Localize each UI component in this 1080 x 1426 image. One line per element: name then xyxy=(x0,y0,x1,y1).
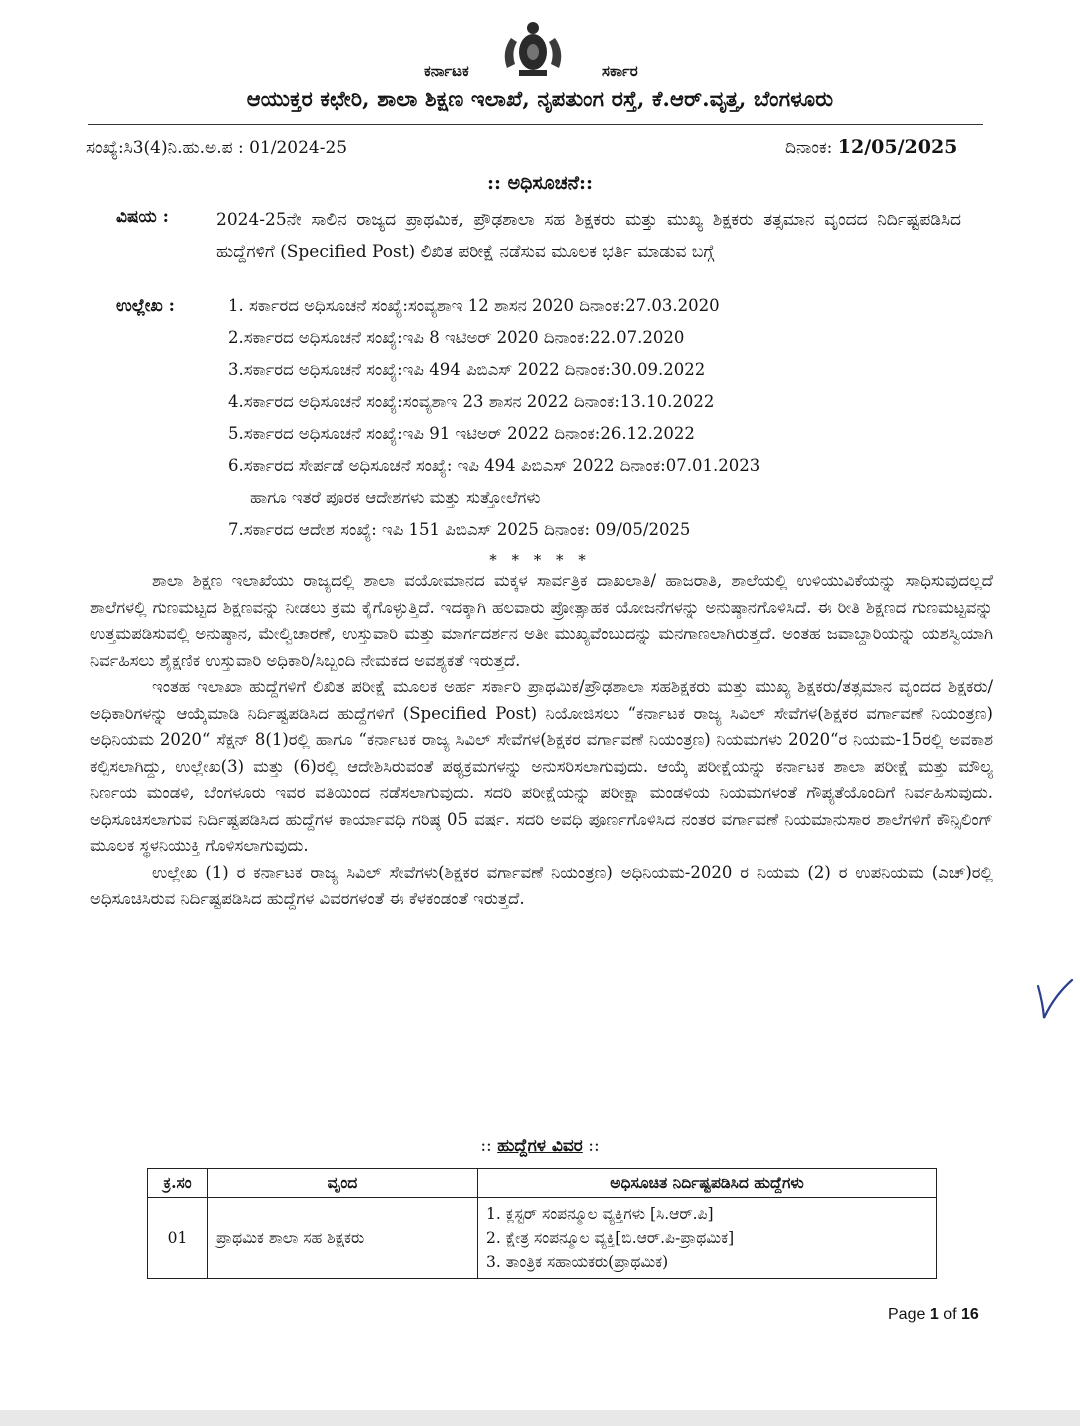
table-row xyxy=(148,1198,937,1279)
post-item: 2. ಕ್ಷೇತ್ರ ಸಂಪನ್ಮೂಲ ವ್ಯಕ್ತಿ[ಬಿ.ಆರ್.ಪಿ-ಪ್ರಾಥಮಿಕ] xyxy=(486,1229,735,1247)
notification-body xyxy=(90,568,993,913)
cell-serial: 01 xyxy=(148,1198,208,1279)
title-prefix: :: xyxy=(480,1136,492,1156)
header-cadre: ವೃಂದ xyxy=(208,1169,478,1198)
references-label: ಉಲ್ಲೇಖ : xyxy=(116,296,175,316)
reference-number: ಸಂಖ್ಯೆ:ಸಿ3(4)ನಿ.ಹು.ಅ.ಪ : 01/2024-25 xyxy=(86,138,348,158)
references-list xyxy=(228,290,988,546)
body-paragraph: ಇಂತಹ ಇಲಾಖಾ ಹುದ್ದೆಗಳಿಗೆ ಲಿಖಿತ ಪರೀಕ್ಷೆ ಮೂಲಕ ಅರ್ಹ ಸರ್ಕಾರಿ ಪ್ರಾಥಮಿಕ/ಪ್ರೌಢಶಾಲಾ ಸಹಶಿಕ್ಷಕರು ಮತ್ತು ಮುಖ್ಯ ಶಿಕ್ಷಕರು/ತತ್ಸಮಾನ ವೃಂದದ ಶಿಕ್ಷಕರು/ಅಧಿಕಾರಿಗಳನ್ನು ಆಯ್ಕೆಮಾಡಿ ನಿರ್ದಿಷ್ಟಪಡಿಸಿದ ಹುದ್ದೆಗಳಿಗೆ (Specified Post) ನಿಯೋಜಿಸಲು “ಕರ್ನಾಟಕ ರಾಜ್ಯ ಸಿವಿಲ್ ಸೇವೆಗಳ(ಶಿಕ್ಷಕರ ವರ್ಗಾವಣೆ ನಿಯಂತ್ರಣ) ಅಧಿನಿಯಮ 2020“ ಸೆಕ್ಷನ್ 8(1)ರಲ್ಲಿ ಹಾಗೂ “ಕರ್ನಾಟಕ ರಾಜ್ಯ ಸಿವಿಲ್ ಸೇವೆಗಳ(ಶಿಕ್ಷಕರ ವರ್ಗಾವಣೆ ನಿಯಂತ್ರಣ) ನಿಯಮಗಳು 2020“ರ ನಿಯಮ-15ರಲ್ಲಿ ಅವಕಾಶ ಕಲ್ಪಿಸಲಾಗಿದ್ದು, ಉಲ್ಲೇಖ(3) ಮತ್ತು (6)ರಲ್ಲಿ ಆದೇಶಿಸಿರುವಂತೆ ಪಠ್ಯಕ್ರಮಗಳನ್ನು ಅನುಸರಿಸಲಾಗುವುದು. ಆಯ್ಕೆ ಪರೀಕ್ಷೆಯನ್ನು ಕರ್ನಾಟಕ ಶಾಲಾ ಪರೀಕ್ಷೆ ಮತ್ತು ಮೌಲ್ಯ ನಿರ್ಣಯ ಮಂಡಳಿ, ಬೆಂಗಳೂರು ಇವರ ವತಿಯಿಂದ ನಡೆಸಲಾಗುವುದು. ಸದರಿ ಪರೀಕ್ಷೆಯನ್ನು ಪರೀಕ್ಷಾ ಮಂಡಳಿಯ ನಿಯಮಗಳಂತೆ ಗೌಪ್ಯತೆಯೊಂದಿಗೆ ನಿರ್ವಹಿಸುವುದು. ಅಧಿಸೂಚಿಸಲಾಗುವ ನಿರ್ದಿಷ್ಟಪಡಿಸಿದ ಹುದ್ದೆಗಳ ಕಾರ್ಯಾವಧಿ ಗರಿಷ್ಠ 05 ವರ್ಷ. ಸದರಿ ಅವಧಿ ಪೂರ್ಣಗೊಳಿಸಿದ ನಂತರ ವರ್ಗಾವಣೆ ನಿಯಮಾನುಸಾರ ಶಾಲೆಗಳಿಗೆ ಕೌನ್ಸಿಲಿಂಗ್ ಮೂಲಕ ಸ್ಥಳನಿಯುಕ್ತಿ ಗೊಳಿಸಲಾಗುವುದು. xyxy=(90,677,993,855)
posts-table-title xyxy=(0,1136,1080,1156)
date-label: ದಿನಾಂಕ: xyxy=(785,138,833,158)
cell-posts xyxy=(478,1198,937,1279)
header-serial: ಕ್ರ.ಸಂ xyxy=(148,1169,208,1198)
state-name-right: ಸರ್ಕಾರ xyxy=(602,62,638,80)
body-paragraph: ಶಾಲಾ ಶಿಕ್ಷಣ ಇಲಾಖೆಯು ರಾಜ್ಯದಲ್ಲಿ ಶಾಲಾ ವಯೋಮಾನದ ಮಕ್ಕಳ ಸಾರ್ವತ್ರಿಕ ದಾಖಲಾತಿ/ ಹಾಜರಾತಿ, ಶಾಲೆಯಲ್ಲಿ ಉಳಿಯುವಿಕೆಯನ್ನು ಸಾಧಿಸುವುದಲ್ಲದೆ ಶಾಲೆಗಳಲ್ಲಿ ಗುಣಮಟ್ಟದ ಶಿಕ್ಷಣವನ್ನು ನೀಡಲು ಕ್ರಮ ಕೈಗೊಳ್ಳುತ್ತಿದೆ. ಇದಕ್ಕಾಗಿ ಹಲವಾರು ಪ್ರೋತ್ಸಾಹಕ ಯೋಜನೆಗಳನ್ನು ಅನುಷ್ಠಾನಗೊಳಿಸಿದೆ. ಈ ರೀತಿ ಶಿಕ್ಷಣದ ಗುಣಮಟ್ಟವನ್ನು ಉತ್ತಮಪಡಿಸುವಲ್ಲಿ ಅನುಷ್ಠಾನ, ಮೇಲ್ವಿಚಾರಣೆ, ಉಸ್ತುವಾರಿ ಮತ್ತು ಮಾರ್ಗದರ್ಶನ ಅತೀ ಮುಖ್ಯವೆಂಬುದನ್ನು ಮನಗಾಣಲಾಗಿರುತ್ತದೆ. ಅಂತಹ ಜವಾಬ್ದಾರಿಯನ್ನು ಯಶಸ್ವಿಯಾಗಿ ನಿರ್ವಹಿಸಲು ಶೈಕ್ಷಣಿಕ ಉಸ್ತುವಾರಿ ಅಧಿಕಾರಿ/ಸಿಬ್ಬಂದಿ ನೇಮಕದ ಅವಶ್ಯಕತೆ ಇರುತ್ತದೆ. xyxy=(90,571,993,670)
header-posts: ಅಧಿಸೂಚಿತ ನಿರ್ದಿಷ್ಟಪಡಿಸಿದ ಹುದ್ದೆಗಳು xyxy=(478,1169,937,1198)
handwritten-tick-mark xyxy=(1034,978,1074,1022)
post-item: 3. ತಾಂತ್ರಿಕ ಸಹಾಯಕರು(ಪ್ರಾಥಮಿಕ) xyxy=(486,1253,669,1271)
posts-table xyxy=(147,1168,937,1279)
subject-text: 2024-25ನೇ ಸಾಲಿನ ರಾಜ್ಯದ ಪ್ರಾಥಮಿಕ, ಪ್ರೌಢಶಾಲಾ ಸಹ ಶಿಕ್ಷಕರು ಮತ್ತು ಮುಖ್ಯ ಶಿಕ್ಷಕರು ತತ್ಸಮಾನ ವೃಂದದ ನಿರ್ದಿಷ್ಟಪಡಿಸಿದ ಹುದ್ದೆಗಳಿಗೆ (Specified Post) ಲಿಖಿತ ಪರೀಕ್ಷೆ ನಡೆಸುವ ಮೂಲಕ ಭರ್ತಿ ಮಾಡುವ ಬಗ್ಗೆ xyxy=(216,210,961,262)
cell-cadre: ಪ್ರಾಥಮಿಕ ಶಾಲಾ ಸಹ ಶಿಕ್ಷಕರು xyxy=(208,1198,478,1279)
reference-item: 1. ಸರ್ಕಾರದ ಅಧಿಸೂಚನೆ ಸಂಖ್ಯೆ:ಸಂವ್ಯಶಾಇ 12 ಶಾಸನ 2020 ದಿನಾಂಕ:27.03.2020 xyxy=(228,296,720,315)
reference-item: 4.ಸರ್ಕಾರದ ಅಧಿಸೂಚನೆ ಸಂಖ್ಯೆ:ಸಂವ್ಯಶಾಇ 23 ಶಾಸನ 2022 ದಿನಾಂಕ:13.10.2022 xyxy=(228,392,715,411)
reference-item-continuation: ಹಾಗೂ ಇತರೆ ಪೂರಕ ಆದೇಶಗಳು ಮತ್ತು ಸುತ್ತೋಲೆಗಳು xyxy=(250,488,541,507)
reference-item: 2.ಸರ್ಕಾರದ ಅಧಿಸೂಚನೆ ಸಂಖ್ಯೆ:ಇಪಿ 8 ಇಟಿಅರ್ 2020 ದಿನಾಂಕ:22.07.2020 xyxy=(228,328,685,347)
body-paragraph: ಉಲ್ಲೇಖ (1) ರ ಕರ್ನಾಟಕ ರಾಜ್ಯ ಸಿವಿಲ್ ಸೇವೆಗಳು(ಶಿಕ್ಷಕರ ವರ್ಗಾವಣೆ ನಿಯಂತ್ರಣ) ಅಧಿನಿಯಮ-2020 ರ ನಿಯಮ (2) ರ ಉಪನಿಯಮ (ಎಚ್)ರಲ್ಲಿ ಅಧಿಸೂಚಿಸಿರುವ ನಿರ್ದಿಷ್ಟಪಡಿಸಿದ ಹುದ್ದೆಗಳ ವಿವರಗಳಂತೆ ಈ ಕೆಳಕಂಡಂತೆ ಇರುತ್ತದೆ. xyxy=(90,862,993,908)
page-of: of xyxy=(943,1306,957,1323)
page-total: 16 xyxy=(960,1306,979,1323)
title-suffix: :: xyxy=(588,1136,600,1156)
title-text: ಹುದ್ದೆಗಳ ವಿವರ xyxy=(497,1136,583,1156)
reference-item: 6.ಸರ್ಕಾರದ ಸೇರ್ಪಡೆ ಅಧಿಸೂಚನೆ ಸಂಖ್ಯೆ: ಇಪಿ 494 ಪಿಬಿಎಸ್ 2022 ದಿನಾಂಕ:07.01.2023 xyxy=(228,456,761,475)
state-name-left: ಕರ್ನಾಟಕ xyxy=(424,62,469,80)
post-item: 1. ಕ್ಲಸ್ಟರ್ ಸಂಪನ್ಮೂಲ ವ್ಯಕ್ತಿಗಳು [ಸಿ.ಆರ್.ಪಿ] xyxy=(486,1205,714,1223)
subject-label: ವಿಷಯ : xyxy=(116,207,169,227)
karnataka-emblem xyxy=(497,18,569,80)
notification-title: :: ಅಧಿಸೂಚನೆ:: xyxy=(487,172,593,194)
scan-edge xyxy=(0,1410,1080,1426)
section-separator: * * * * * xyxy=(489,551,591,569)
page-current: 1 xyxy=(929,1306,939,1323)
reference-item: 7.ಸರ್ಕಾರದ ಆದೇಶ ಸಂಖ್ಯೆ: ಇಪಿ 151 ಪಿಬಿಎಸ್ 2025 ದಿನಾಂಕ: 09/05/2025 xyxy=(228,520,691,539)
page-word: Page xyxy=(888,1306,926,1323)
office-address: ಆಯುಕ್ತರ ಕಛೇರಿ, ಶಾಲಾ ಶಿಕ್ಷಣ ಇಲಾಖೆ, ನೃಪತುಂಗ ರಸ್ತೆ, ಕೆ.ಆರ್.ವೃತ್ತ, ಬೆಂಗಳೂರು xyxy=(246,86,834,111)
date-value: 12/05/2025 xyxy=(837,136,958,158)
reference-item: 3.ಸರ್ಕಾರದ ಅಧಿಸೂಚನೆ ಸಂಖ್ಯೆ:ಇಪಿ 494 ಪಿಬಿಎಸ್ 2022 ದಿನಾಂಕ:30.09.2022 xyxy=(228,360,706,379)
reference-item: 5.ಸರ್ಕಾರದ ಅಧಿಸೂಚನೆ ಸಂಖ್ಯೆ:ಇಪಿ 91 ಇಟಿಅರ್ 2022 ದಿನಾಂಕ:26.12.2022 xyxy=(228,424,695,443)
page-number xyxy=(888,1306,979,1324)
table-header-row xyxy=(148,1169,937,1198)
header-divider xyxy=(88,124,983,125)
date-field xyxy=(785,136,957,158)
